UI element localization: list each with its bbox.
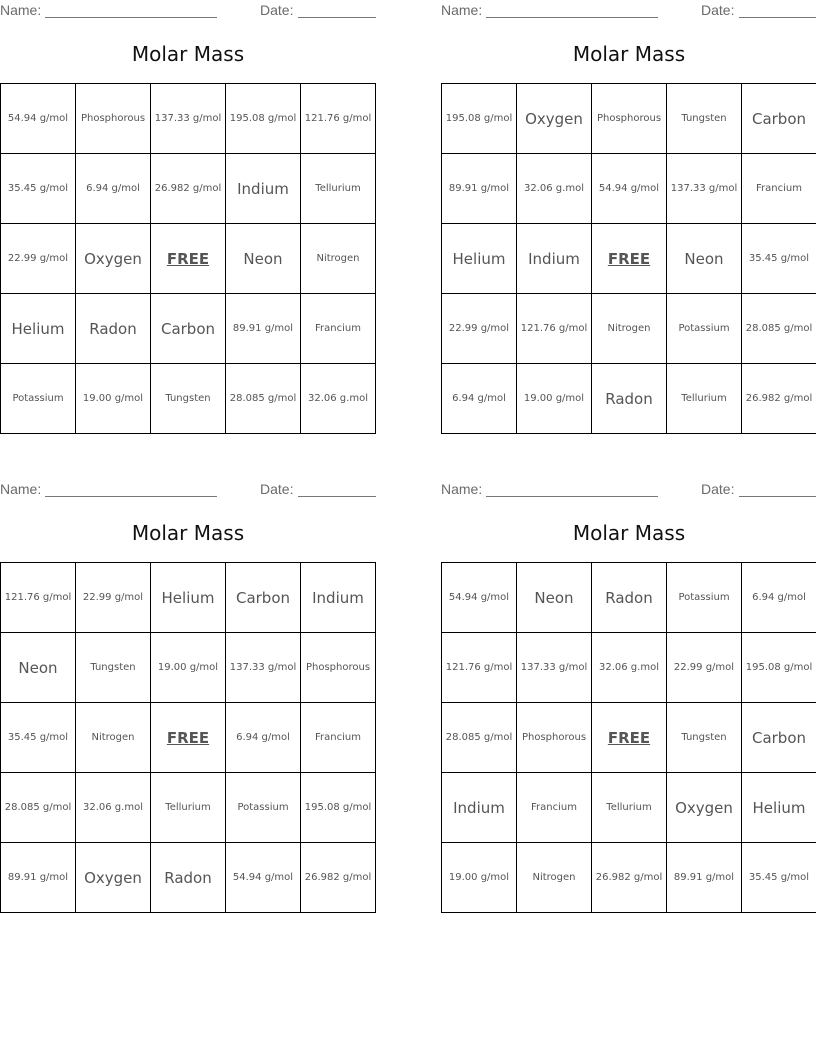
bingo-cell: 26.982 g/mol [742,364,816,434]
date-label: Date: [701,481,735,497]
bingo-grid [441,83,816,434]
card-title: Molar Mass [131,521,245,545]
bingo-cell: 137.33 g/mol [151,84,226,154]
free-space-cell: FREE [592,224,667,294]
bingo-cell: 121.76 g/mol [301,84,376,154]
bingo-cell: Nitrogen [592,294,667,364]
grid-row [1,633,376,703]
bingo-cell: 137.33 g/mol [226,633,301,703]
bingo-cell: 195.08 g/mol [301,773,376,843]
bingo-cell: Neon [226,224,301,294]
bingo-cell: 6.94 g/mol [226,703,301,773]
bingo-cell: 6.94 g/mol [76,154,151,224]
bingo-card-4 [441,479,816,919]
card-header [0,481,376,499]
grid-row [442,224,816,294]
bingo-grid [0,83,376,434]
grid-row [442,633,816,703]
card-title: Molar Mass [572,42,686,66]
bingo-cell: Tellurium [667,364,742,434]
bingo-cell: 28.085 g/mol [742,294,816,364]
bingo-cell: Helium [442,224,517,294]
bingo-cell: 195.08 g/mol [226,84,301,154]
date-blank-line [298,17,376,18]
bingo-cell: Helium [1,294,76,364]
name-blank-line [45,17,217,18]
bingo-cell: 195.08 g/mol [742,633,816,703]
bingo-cell: Nitrogen [76,703,151,773]
bingo-cell: 22.99 g/mol [667,633,742,703]
grid-row [1,843,376,913]
name-blank-line [45,496,217,497]
bingo-cell: Phosphorous [301,633,376,703]
bingo-cell: 32.06 g.mol [592,633,667,703]
bingo-card-3 [0,479,376,919]
grid-row [1,84,376,154]
bingo-cell: Helium [742,773,816,843]
bingo-cell: Oxygen [667,773,742,843]
bingo-cell: 137.33 g/mol [517,633,592,703]
bingo-card-1 [0,0,376,440]
bingo-cell: Tellurium [592,773,667,843]
bingo-grid [0,562,376,913]
date-blank-line [298,496,376,497]
bingo-cell: Phosphorous [76,84,151,154]
bingo-cell: Tungsten [667,84,742,154]
bingo-cell: 19.00 g/mol [76,364,151,434]
grid-row [1,703,376,773]
name-blank-line [486,17,658,18]
grid-row [1,364,376,434]
bingo-cell: 32.06 g.mol [76,773,151,843]
card-header [441,481,816,499]
date-blank-line [739,496,816,497]
bingo-cell: Neon [667,224,742,294]
name-label: Name: [441,2,483,18]
bingo-cell: Carbon [742,84,816,154]
bingo-cell: 26.982 g/mol [592,843,667,913]
bingo-cell: 35.45 g/mol [1,154,76,224]
grid-row [1,563,376,633]
bingo-cell: 35.45 g/mol [742,843,816,913]
bingo-cell: Potassium [1,364,76,434]
bingo-cell: 35.45 g/mol [742,224,816,294]
grid-row [442,364,816,434]
bingo-cell: Neon [1,633,76,703]
bingo-cell: Indium [301,563,376,633]
grid-row [442,703,816,773]
bingo-cell: Tellurium [151,773,226,843]
bingo-cell: 137.33 g/mol [667,154,742,224]
grid-row [1,294,376,364]
grid-row [1,224,376,294]
bingo-cell: Potassium [226,773,301,843]
card-title: Molar Mass [131,42,245,66]
bingo-cell: 89.91 g/mol [442,154,517,224]
bingo-cell: 121.76 g/mol [517,294,592,364]
grid-row [442,294,816,364]
bingo-cell: Oxygen [76,224,151,294]
free-space-cell: FREE [151,703,226,773]
bingo-cell: Carbon [151,294,226,364]
bingo-cell: Phosphorous [517,703,592,773]
grid-row [442,843,816,913]
bingo-cell: 89.91 g/mol [1,843,76,913]
bingo-cell: 28.085 g/mol [1,773,76,843]
date-label: Date: [701,2,735,18]
bingo-cell: 26.982 g/mol [151,154,226,224]
date-label: Date: [260,481,294,497]
bingo-cell: 19.00 g/mol [442,843,517,913]
grid-row [442,154,816,224]
bingo-cell: Francium [301,703,376,773]
free-space-cell: FREE [592,703,667,773]
bingo-cell: 54.94 g/mol [592,154,667,224]
bingo-cell: Potassium [667,294,742,364]
bingo-cell: 89.91 g/mol [667,843,742,913]
bingo-cell: Nitrogen [517,843,592,913]
bingo-cell: 28.085 g/mol [442,703,517,773]
bingo-card-2 [441,0,816,440]
bingo-cell: 22.99 g/mol [442,294,517,364]
bingo-grid [441,562,816,913]
bingo-cell: 35.45 g/mol [1,703,76,773]
bingo-cell: Helium [151,563,226,633]
bingo-cell: 32.06 g.mol [517,154,592,224]
grid-row [442,84,816,154]
bingo-cell: 22.99 g/mol [1,224,76,294]
bingo-cell: Phosphorous [592,84,667,154]
bingo-cell: 54.94 g/mol [1,84,76,154]
bingo-cell: Potassium [667,563,742,633]
bingo-cell: Radon [592,364,667,434]
bingo-cell: Tellurium [301,154,376,224]
free-space-cell: FREE [151,224,226,294]
name-label: Name: [0,481,42,497]
bingo-cell: Francium [301,294,376,364]
name-blank-line [486,496,658,497]
bingo-cell: 54.94 g/mol [226,843,301,913]
bingo-cell: Neon [517,563,592,633]
bingo-cell: 6.94 g/mol [742,563,816,633]
name-label: Name: [441,481,483,497]
bingo-cell: 6.94 g/mol [442,364,517,434]
bingo-cell: Radon [592,563,667,633]
bingo-cell: Oxygen [76,843,151,913]
bingo-cell: 121.76 g/mol [1,563,76,633]
grid-row [1,773,376,843]
date-label: Date: [260,2,294,18]
bingo-cell: Radon [76,294,151,364]
grid-row [442,773,816,843]
bingo-cell: Tungsten [151,364,226,434]
card-title: Molar Mass [572,521,686,545]
card-header [441,2,816,20]
bingo-cell: Carbon [742,703,816,773]
bingo-cell: 32.06 g.mol [301,364,376,434]
bingo-cell: Radon [151,843,226,913]
bingo-cell: Indium [517,224,592,294]
bingo-cell: 54.94 g/mol [442,563,517,633]
bingo-cell: Nitrogen [301,224,376,294]
bingo-cell: 22.99 g/mol [76,563,151,633]
bingo-cell: Francium [517,773,592,843]
bingo-cell: Tungsten [667,703,742,773]
card-header [0,2,376,20]
bingo-cell: Indium [442,773,517,843]
bingo-cell: Tungsten [76,633,151,703]
bingo-cell: 121.76 g/mol [442,633,517,703]
grid-row [442,563,816,633]
bingo-cell: Oxygen [517,84,592,154]
name-label: Name: [0,2,42,18]
date-blank-line [739,17,816,18]
bingo-cell: Carbon [226,563,301,633]
bingo-cell: 28.085 g/mol [226,364,301,434]
bingo-cell: Indium [226,154,301,224]
bingo-cell: 195.08 g/mol [442,84,517,154]
bingo-cell: 26.982 g/mol [301,843,376,913]
bingo-cell: 19.00 g/mol [517,364,592,434]
grid-row [1,154,376,224]
bingo-cell: 19.00 g/mol [151,633,226,703]
bingo-cell: Francium [742,154,816,224]
bingo-cell: 89.91 g/mol [226,294,301,364]
